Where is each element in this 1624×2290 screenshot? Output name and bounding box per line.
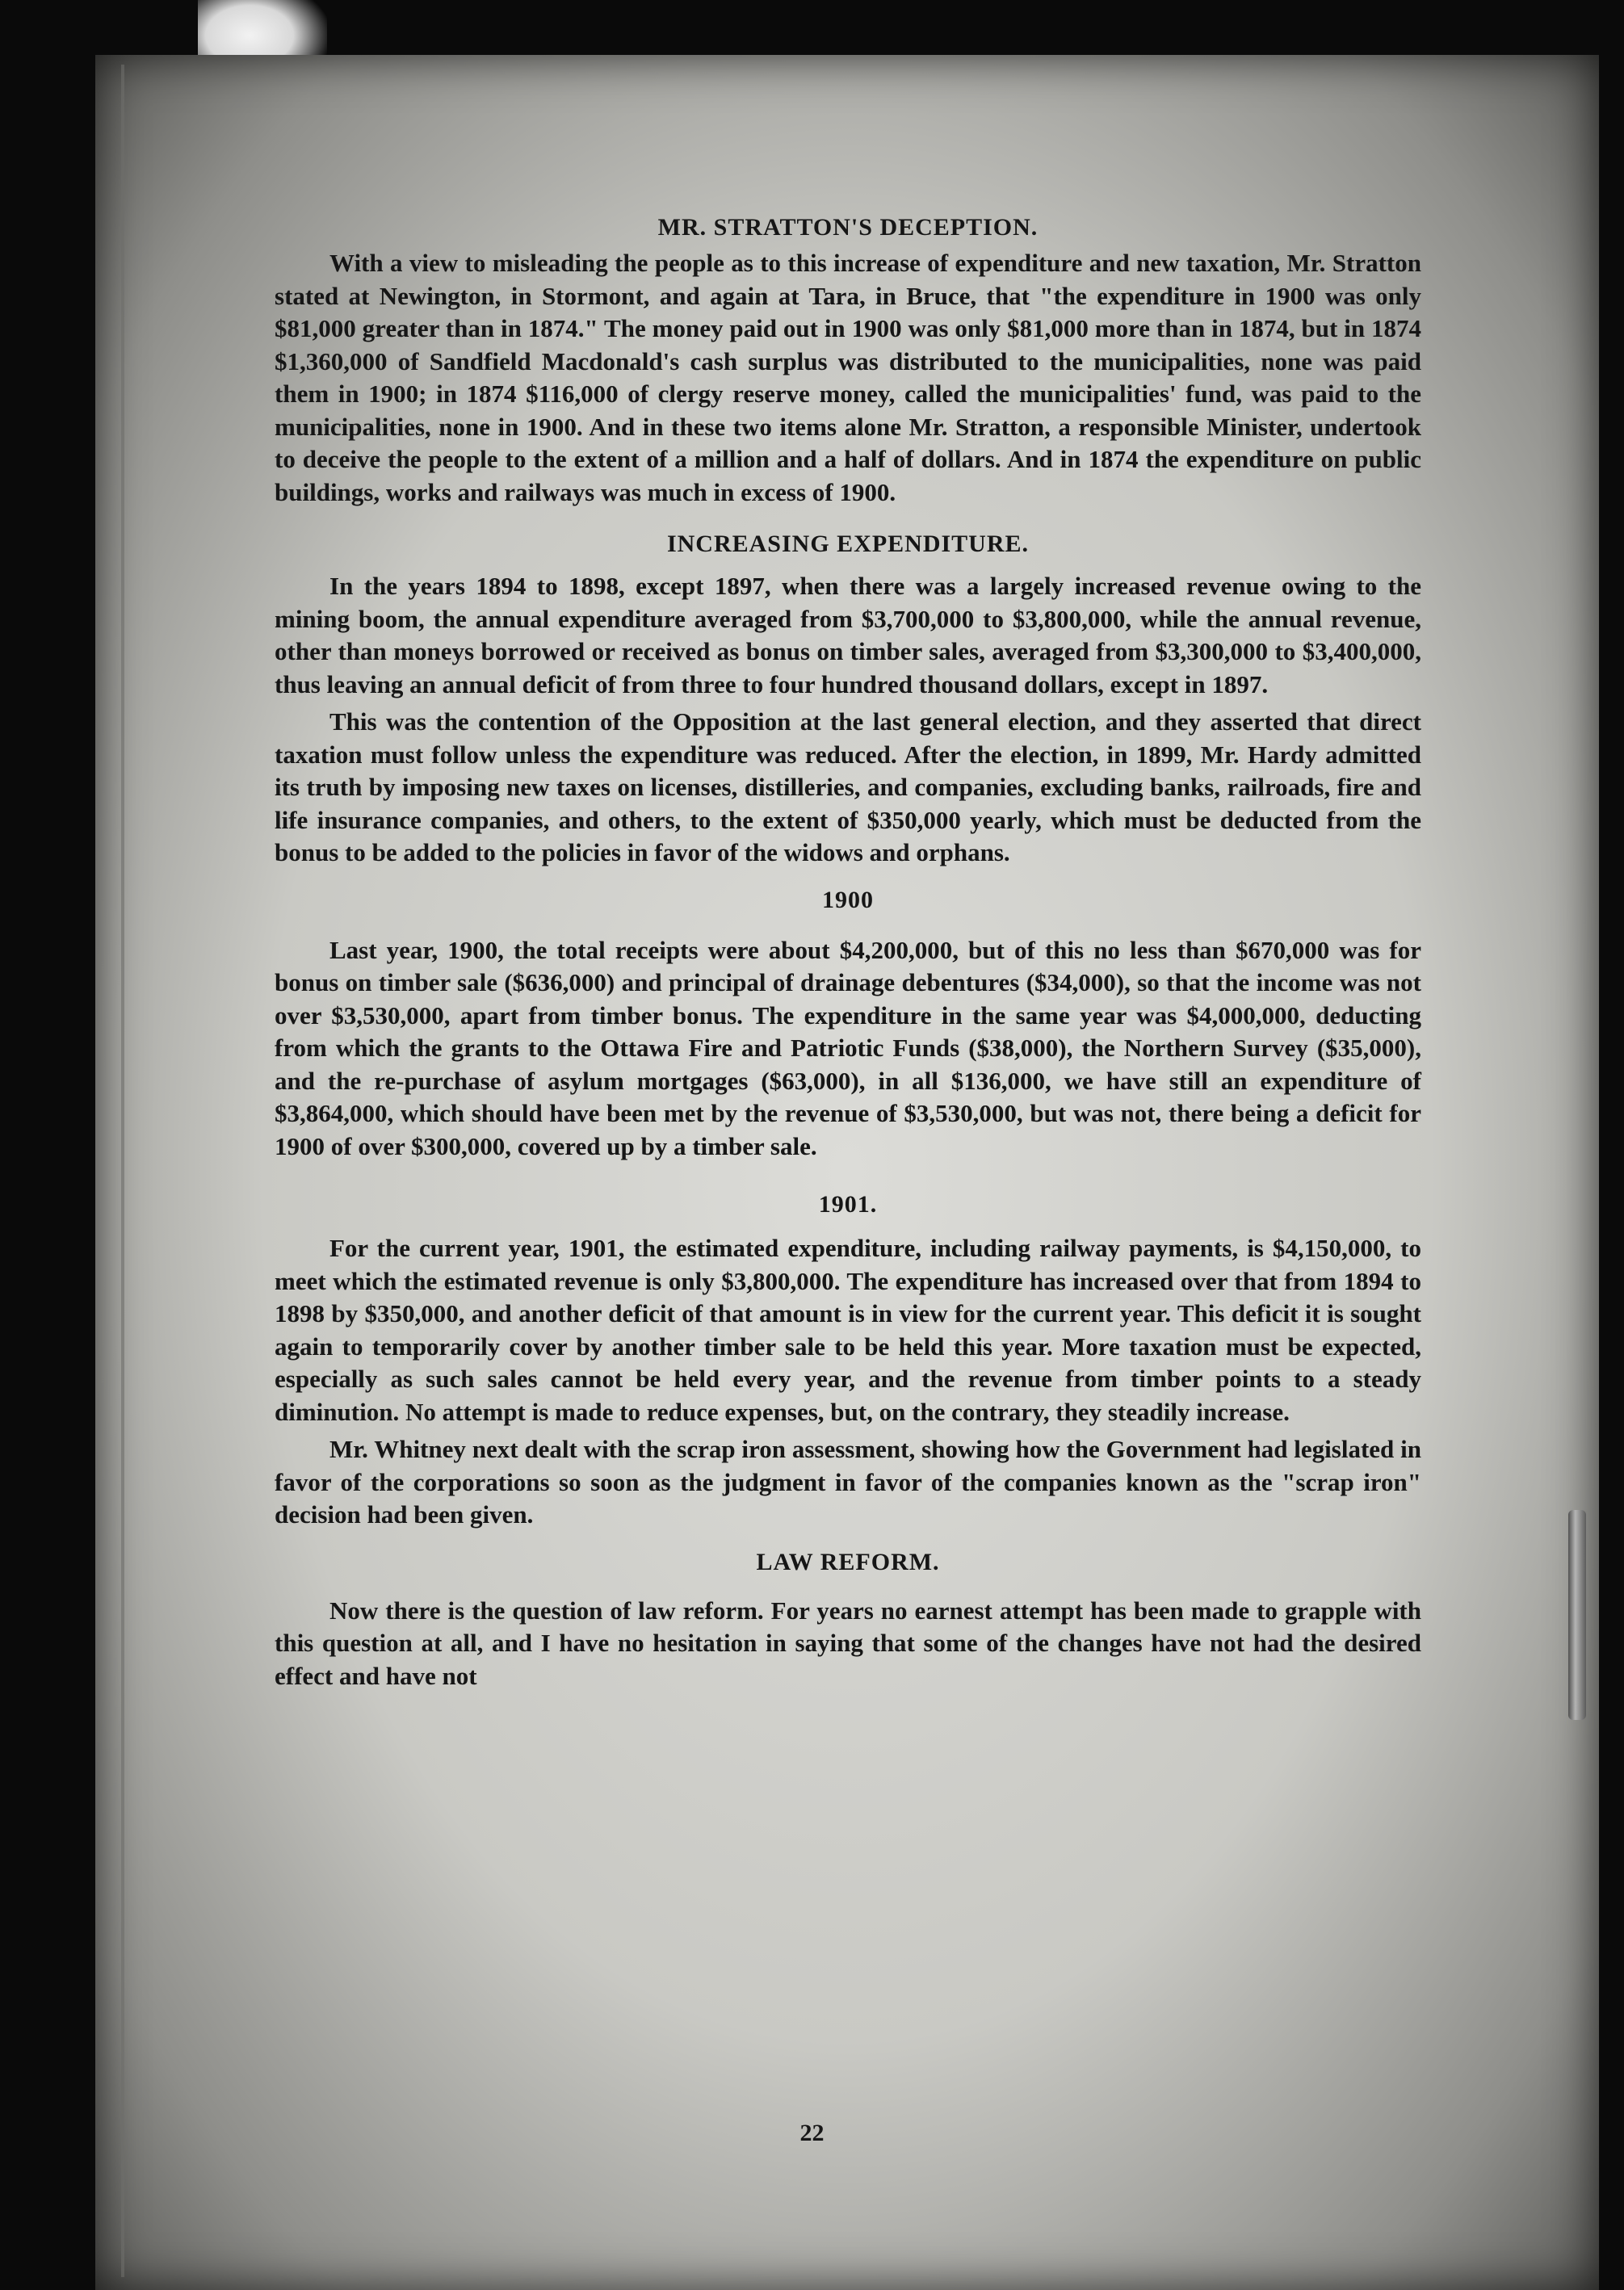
paragraph-1901-estimates: For the current year, 1901, the estimated expenditure, including railway payments, is $4,150,000, to meet which the estimated revenue is only $3,800,000. The expenditure has increased over that from 1894 to 1898 by $350,000, and another deficit of that amount is in view for the current year. This deficit it is sought again to temporarily cover by another timber sale to be held this year. More taxation must be expected, especially as such sales cannot be held every year, and the revenue from timber points to a steady diminution. No attempt is made to reduce expenses, but, on the contrary, they steadily increase. (275, 1234, 1421, 1426)
paragraph-opposition-contention: This was the contention of the Opposition at the last general election, and they asserted that direct taxation must follow unless the expenditure was reduced. After the election, in 1899, Mr. Hardy admitted its truth by imposing new taxes on licenses, distilleries, and companies, excluding banks, railroads, fire and life insurance companies, and others, to the extent of $350,000 yearly, which must be deducted from the bonus to be added to the policies in favor of the widows and orphans. (275, 707, 1421, 866)
section-heading-law-reform: LAW REFORM. (756, 1548, 940, 1575)
page-edge-shadow (121, 65, 124, 2277)
section-heading-stratton-deception: MR. STRATTON'S DECEPTION. (657, 214, 1039, 241)
paragraph-expenditure-1894-1898: In the years 1894 to 1898, except 1897, when there was a largely increased revenue owing to the mining boom, the annual expenditure averaged from $3,700,000 to $3,800,000, while the annual revenue, other than moneys borrowed or received as bonus on timber sales, averaged from $3,300,000 to $3,400,000, thus leaving an annual deficit of from three to four hundred thousand dollars, except in 1897. (275, 572, 1421, 698)
section-heading-1900: 1900 (822, 886, 874, 913)
paragraph-scrap-iron: Mr. Whitney next dealt with the scrap iron assessment, showing how the Government had legislated in favor of the corporations so soon as the judgment in favor of the companies known as the "scrap iron" decision had been given. (275, 1435, 1421, 1529)
paragraph-law-reform: Now there is the question of law reform. For years no earnest attempt has been made to grapple with this question at all, and I have no hesitation in saying that some of the changes have not had the desired effect and have not (275, 1596, 1421, 1690)
page-number: 22 (799, 2120, 825, 2146)
page-content (275, 212, 1421, 1692)
paragraph-stratton-deception: With a view to misleading the people as to this increase of expenditure and new taxation, Mr. Stratton stated at Newington, in Stormont, and again at Tara, in Bruce, that "the expenditure in 1900 was only $81,000 greater than in 1874." The money paid out in 1900 was only $81,000 more than in 1874, but in 1874 $1,360,000 of Sandfield Macdonald's cash surplus was distributed to the municipalities, none was paid them in 1900; in 1874 $116,000 of clergy reserve money, called the municipalities' fund, was paid to the municipalities, none in 1900. And in these two items alone Mr. Stratton, a responsible Minister, undertook to deceive the people to the extent of a million and a half of dollars. And in 1874 the expenditure on public buildings, works and railways was much in excess of 1900. (275, 249, 1421, 506)
binding-clip (1568, 1510, 1586, 1720)
section-heading-1901: 1901. (818, 1191, 878, 1218)
section-heading-increasing-expenditure: INCREASING EXPENDITURE. (666, 531, 1030, 557)
paragraph-1900-receipts: Last year, 1900, the total receipts were about $4,200,000, but of this no less than $670,000 was for bonus on timber sale ($636,000) and principal of drainage debentures ($34,000), so that the income was not over $3,530,000, apart from timber bonus. The expenditure in the same year was $4,000,000, deducting from which the grants to the Ottawa Fire and Patriotic Funds ($38,000), the Northern Survey ($35,000), and the re-purchase of asylum mortgages ($63,000), in all $136,000, we have still an expenditure of $3,864,000, which should have been met by the revenue of $3,530,000, but was not, there being a deficit for 1900 of over $300,000, covered up by a timber sale. (275, 935, 1421, 1160)
